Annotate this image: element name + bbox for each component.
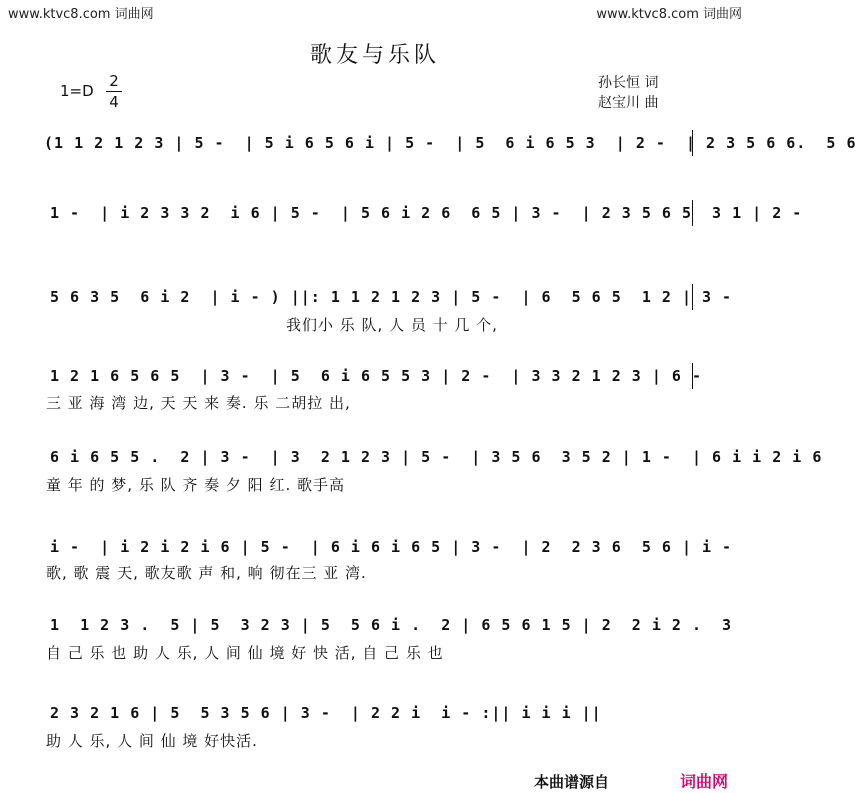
lyric-line: 助 人 乐, 人 间 仙 境 好快活. [46, 732, 258, 750]
staff-row [44, 444, 823, 474]
staff-row [44, 363, 704, 393]
notation-line: 6 i 6 5 5 . 2 | 3 - | 3 2 1 2 3 | 5 - | 3 5 6 3 5 2 | 1 - | 6 i i 2 i 6 [50, 448, 823, 466]
source-label: 本曲谱源自 [534, 773, 610, 791]
notation-line: 2 3 2 1 6 | 5 5 3 5 6 | 3 - | 2 2 i i - :|| i i i || [50, 704, 602, 722]
notation-line: 1 2 1 6 5 6 5 | 3 - | 5 6 i 6 5 5 3 | 2 - | 3 3 2 1 2 3 | 6 - [50, 367, 702, 385]
time-sig-divider [106, 91, 122, 92]
lyric-line: 自 己 乐 也 助 人 乐, 人 间 仙 境 好 快 活, 自 己 乐 也 [46, 644, 444, 662]
lyric-line: 童 年 的 梦, 乐 队 齐 奏 夕 阳 红. 歌手高 [46, 476, 345, 494]
staff-row [44, 612, 733, 642]
notation-line: 1 1 2 3 . 5 | 5 3 2 3 | 5 5 6 i . 2 | 6 5 6 1 5 | 2 2 i 2 . 3 [50, 616, 733, 634]
composer-credit: 赵宝川 曲 [598, 95, 659, 111]
staff-row [44, 534, 733, 564]
notation-line: i - | i 2 i 2 i 6 | 5 - | 6 i 6 i 6 5 | 3 - | 2 2 3 6 5 6 | i - [50, 538, 733, 556]
staff-row [44, 200, 803, 230]
time-sig-top: 2 [109, 72, 119, 90]
staff-row [44, 284, 733, 314]
notation-line: 1 - | i 2 3 3 2 i 6 | 5 - | 5 6 i 2 6 6 5 | 3 - | 2 3 5 6 5 3 1 | 2 - [50, 204, 803, 222]
song-title: 歌友与乐队 [309, 43, 440, 68]
lyric-line: 三 亚 海 湾 边, 天 天 来 奏. 乐 二胡拉 出, [46, 394, 351, 412]
lyric-line: 我们小 乐 队, 人 员 十 几 个, [286, 316, 498, 334]
lyricist-credit: 孙长恒 词 [598, 75, 659, 91]
watermark-right: www.ktvc8.com 词曲网 [596, 7, 742, 22]
notation-line: 5 6 3 5 6 i 2 | i - ) ||: 1 1 2 1 2 3 | 5 - | 6 5 6 5 1 2 | 3 - [50, 288, 733, 306]
staff-row [44, 130, 857, 160]
staff-row [44, 700, 704, 730]
notation-line: (1 1 2 1 2 3 | 5 - | 5 i 6 5 6 i | 5 - | 5 6 i 6 5 3 | 2 - | 2 3 5 6 6. 5 6 [44, 134, 857, 152]
time-sig-bottom: 4 [109, 93, 119, 111]
key-signature: 1=D [60, 82, 94, 100]
time-signature [106, 72, 122, 111]
lyric-line: 歌, 歌 震 天, 歌友歌 声 和, 响 彻在三 亚 湾. [46, 564, 367, 582]
watermark-left: www.ktvc8.com 词曲网 [8, 7, 154, 22]
site-logo[interactable]: 词曲网 [680, 772, 729, 791]
